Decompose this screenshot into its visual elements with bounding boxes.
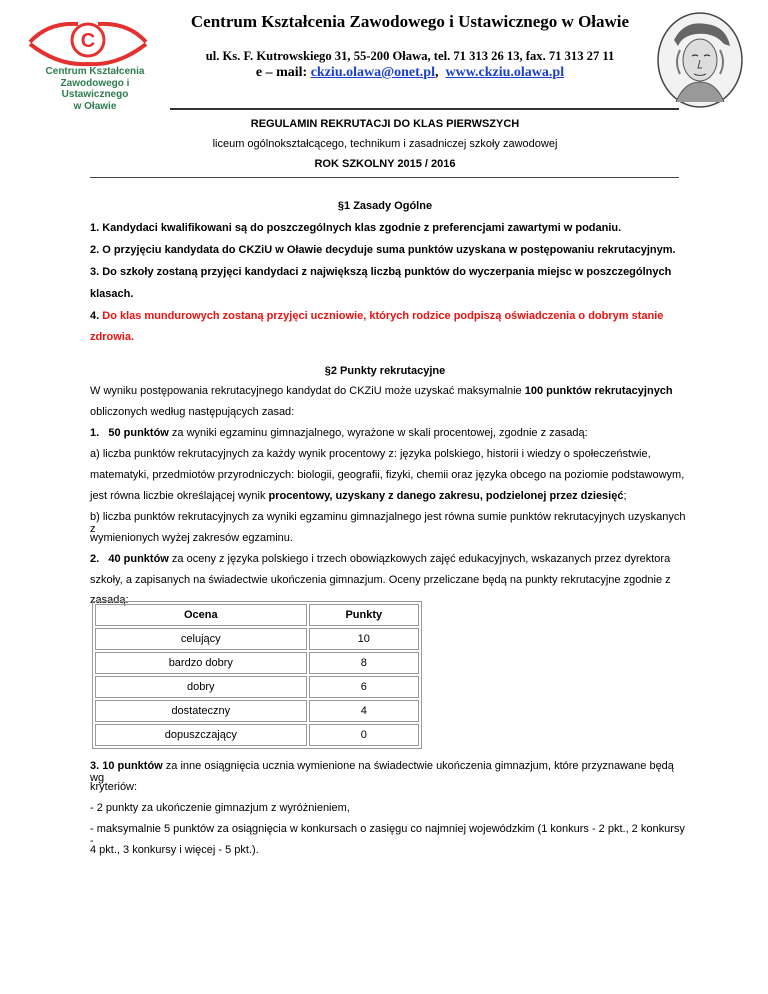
table-cell: dobry: [95, 676, 307, 698]
rule-4: [90, 310, 690, 322]
rule-3-cont: klasach.: [90, 288, 134, 300]
item-1a-text: jest równa liczbie określającej wynik: [90, 490, 269, 502]
document-subtitle: liceum ogólnokształcącego, technikum i zasadniczej szkoły zawodowej: [212, 138, 558, 150]
header-contact: [170, 65, 650, 81]
header-address: ul. Ks. F. Kutrowskiego 31, 55-200 Oława, tel. 71 313 26 13, fax. 71 313 27 11: [205, 49, 615, 63]
logo-text: [30, 66, 160, 112]
item-1a-end: ;: [623, 490, 627, 502]
item-2-line2: szkoły, a zapisanych na świadectwie ukończenia gimnazjum. Oceny przeliczane będą na punkty rekrutacyjne zgodnie z: [90, 574, 671, 586]
table-header: Ocena: [95, 604, 307, 626]
table-row: [95, 700, 419, 722]
rule-1: 1. Kandydaci kwalifikowani są do poszczególnych klas zgodnie z preferencjami zawartymi w podaniu.: [90, 222, 622, 234]
s2-intro-cont: obliczonych według następujących zasad:: [90, 406, 295, 418]
s2-intro-text: W wyniku postępowania rekrutacyjnego kandydat do CKZiU może uzyskać maksymalnie: [90, 385, 525, 397]
s2-intro: [90, 385, 690, 397]
table-row: [95, 652, 419, 674]
table-cell: celujący: [95, 628, 307, 650]
email-link[interactable]: ckziu.olawa@onet.pl: [310, 65, 435, 80]
header-title: Centrum Kształcenia Zawodowego i Ustawicznego w Oławie: [190, 12, 630, 31]
patron-portrait: [654, 10, 746, 110]
item-1-points: 1. 50 punktów: [90, 427, 169, 439]
item-3-points: 3. 10 punktów: [90, 760, 163, 772]
table-header: Punkty: [309, 604, 419, 626]
item-3-text: za inne osiągnięcia ucznia wymienione na świadectwie ukończenia gimnazjum, które przyznawane będą wg: [90, 760, 674, 784]
criterion-2: - maksymalnie 5 punktów za osiągnięcia w konkursach o zasięgu co najmniej wojewódzkim (1 konkurs - 2 pkt., 2 konkursy -: [90, 823, 685, 847]
item-1: [90, 427, 690, 439]
section-1-heading: §1 Zasady Ogólne: [337, 200, 433, 212]
table-cell: 8: [309, 652, 419, 674]
item-1b-line1: b) liczba punktów rekrutacyjnych za wyniki egzaminu gimnazjalnego jest równa sumie punktów rekrutacyjnych uzyskanych z: [90, 511, 686, 535]
table-cell: 0: [309, 724, 419, 746]
item-2: [90, 553, 690, 565]
s2-intro-bold: 100 punktów rekrutacyjnych: [524, 385, 673, 397]
separator: ,: [434, 65, 446, 80]
table-cell: dostateczny: [95, 700, 307, 722]
item-3-line2: kryteriów:: [90, 781, 138, 793]
school-year: ROK SZKOLNY 2015 / 2016: [314, 158, 456, 170]
criterion-1: - 2 punkty za ukończenie gimnazjum z wyróżnieniem,: [90, 802, 350, 814]
table-row: [95, 724, 419, 746]
table-cell: 10: [309, 628, 419, 650]
rule-4-cont: zdrowia.: [90, 331, 135, 343]
logo-line: Centrum Kształcenia: [45, 66, 145, 77]
table-row: [95, 628, 419, 650]
grade-points-table: [92, 601, 422, 749]
rule-3: 3. Do szkoły zostaną przyjęci kandydaci z największą liczbą punktów do wyczerpania miejsc w poszczególnych: [90, 266, 672, 278]
item-1-text: za wyniki egzaminu gimnazjalnego, wyrażone w skali procentowej, zgodnie z zasadą:: [168, 427, 588, 439]
table-row: [95, 676, 419, 698]
section-2-heading: §2 Punkty rekrutacyjne: [324, 365, 446, 377]
item-1a-bold: procentowy, uzyskany z danego zakresu, podzielonej przez dziesięć: [268, 490, 624, 502]
item-2-points: 2. 40 punktów: [90, 553, 169, 565]
item-1a-line1: a) liczba punktów rekrutacyjnych za każdy wynik procentowy z: języka polskiego, historii i wiedzy o społeczeństwie,: [90, 448, 651, 460]
rule-4-text: Do klas mundurowych zostaną przyjęci uczniowie, których rodzice podpiszą oświadczenia o dobrym stanie: [99, 310, 664, 322]
logo-line: w Oławie: [73, 100, 117, 112]
portrait-image-icon: [654, 10, 746, 110]
svg-text:C: C: [80, 30, 96, 52]
item-1a-line3: [90, 490, 690, 502]
item-1a-line2: matematyki, przedmiotów przyrodniczych: biologii, geografii, fizyki, chemii oraz języka obcego na poziomie podstawowym,: [90, 469, 685, 481]
table-cell: 4: [309, 700, 419, 722]
item-1b-line2: wymienionych wyżej zakresów egzaminu.: [90, 532, 293, 544]
document-title: REGULAMIN REKRUTACJI DO KLAS PIERWSZYCH: [250, 118, 520, 130]
title-divider: [90, 177, 679, 178]
table-cell: 6: [309, 676, 419, 698]
item-2-text: za oceny z języka polskiego i trzech obowiązkowych zajęć edukacyjnych, wskazanych przez dyrektora: [168, 553, 671, 565]
header-divider: [170, 108, 679, 110]
table-header-row: [95, 604, 419, 626]
eye-c-logo-icon: [18, 14, 168, 69]
table-cell: bardzo dobry: [95, 652, 307, 674]
logo-line: Zawodowego i Ustawicznego: [60, 77, 130, 100]
item-2-line3: zasadą:: [90, 594, 129, 606]
website-link[interactable]: www.ckziu.olawa.pl: [445, 65, 565, 80]
mail-label: e – mail:: [255, 65, 311, 80]
criterion-2-cont: 4 pkt., 3 konkursy i więcej - 5 pkt.).: [90, 844, 259, 856]
rule-4-number: 4.: [90, 310, 100, 322]
rule-2: 2. O przyjęciu kandydata do CKZiU w Oławie decyduje suma punktów uzyskana w postępowaniu rekrutacyjnym.: [90, 244, 676, 256]
table-cell: dopuszczający: [95, 724, 307, 746]
